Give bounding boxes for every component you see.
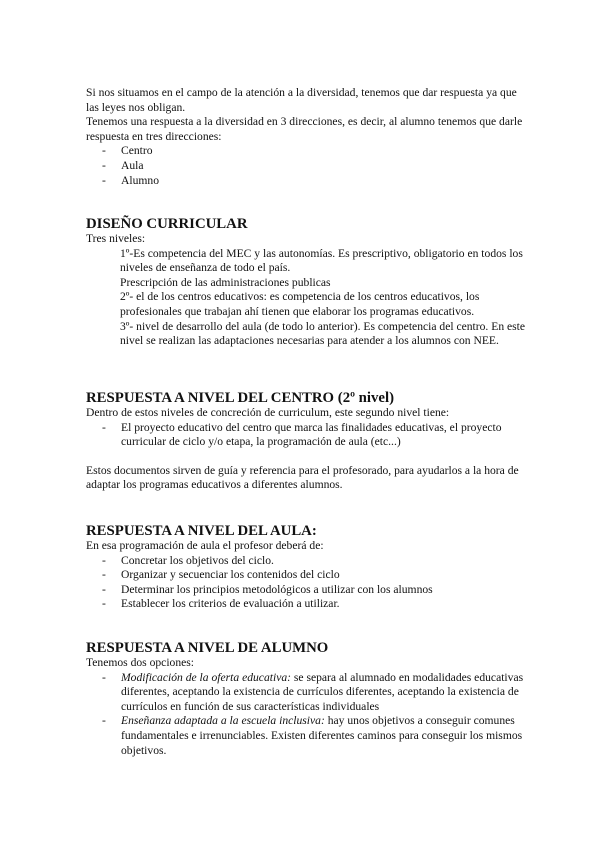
list-item: - Establecer los criterios de evaluación a utilizar. — [86, 597, 526, 612]
intro-paragraph-2: Tenemos una respuesta a la diversidad en 3 direcciones, es decir, al alumno tenemos que darle respuesta en tres direcciones: — [86, 115, 523, 143]
centro-lead: Dentro de estos niveles de concreción de curriculum, este segundo nivel tiene: — [86, 406, 450, 419]
section-heading-centro: RESPUESTA A NIVEL DEL CENTRO (2º nivel) — [86, 390, 395, 406]
level-item: 2º- el de los centros educativos: es competencia de los centros educativos, los profesionales que trabajan ahí tienen que elaborar los programas educativos. — [120, 290, 480, 318]
level-item: Prescripción de las administraciones publicas — [120, 275, 331, 289]
section-heading-alumno: RESPUESTA A NIVEL DE ALUMNO — [86, 640, 329, 656]
level-item: 3º- nivel de desarrollo del aula (de todo lo anterior). Es competencia del centro. En este nivel se realizan las adaptaciones necesarias para atender a los alumnos con NEE. — [120, 319, 526, 348]
diseno-lead: Tres niveles: — [86, 232, 146, 245]
list-item: - Alumno — [86, 174, 526, 189]
alumno-section — [86, 640, 526, 758]
intro-section — [86, 86, 526, 188]
list-item — [86, 671, 526, 715]
diseno-section — [86, 216, 526, 349]
aula-section — [86, 523, 526, 612]
list-item: - El proyecto educativo del centro que marca las finalidades educativas, el proyecto curricular de ciclo y/o etapa, la programación de aula (etc...) — [86, 421, 526, 450]
alumno-lead: Tenemos dos opciones: — [86, 656, 195, 669]
list-item: - Organizar y secuenciar los contenidos del ciclo — [86, 568, 526, 583]
centro-section — [86, 390, 526, 493]
list-item — [86, 714, 526, 758]
levels-block — [86, 247, 526, 349]
centro-list — [86, 421, 526, 450]
option-text: se separa al alumnado en modalidades educativas diferentes, aceptando la existencia de currículos diferentes, aceptando la existencia de currículos en función de sus características individuales — [121, 670, 524, 713]
option-text: hay unos objetivos a conseguir comunes fundamentales e irrenunciables. Existen diferentes caminos para conseguir los mismos objetivos. — [121, 714, 523, 757]
intro-paragraph-1: Si nos situamos en el campo de la atención a la diversidad, tenemos que dar respuesta ya que las leyes nos obligan. — [86, 86, 517, 114]
aula-list — [86, 554, 526, 612]
section-heading-aula: RESPUESTA A NIVEL DEL AULA: — [86, 523, 317, 539]
list-item: - Concretar los objetivos del ciclo. — [86, 554, 526, 569]
option-term: Modificación de la oferta educativa: — [121, 670, 291, 684]
alumno-list — [86, 671, 526, 759]
list-item: - Aula — [86, 159, 526, 174]
centro-note: Estos documentos sirven de guía y referencia para el profesorado, para ayudarlos a la hora de adaptar los programas educativos a diferentes alumnos. — [86, 463, 519, 492]
list-item: - Determinar los principios metodológicos a utilizar con los alumnos — [86, 583, 526, 598]
option-term: Enseñanza adaptada a la escuela inclusiva: — [121, 714, 325, 728]
level-item: 1º-Es competencia del MEC y las autonomías. Es prescriptivo, obligatorio en todos los niveles de enseñanza de todo el país. — [120, 246, 523, 275]
section-heading-diseno: DISEÑO CURRICULAR — [86, 216, 248, 232]
list-item: - Centro — [86, 144, 526, 159]
aula-lead: En esa programación de aula el profesor deberá de: — [86, 539, 324, 552]
directions-list — [86, 144, 526, 188]
